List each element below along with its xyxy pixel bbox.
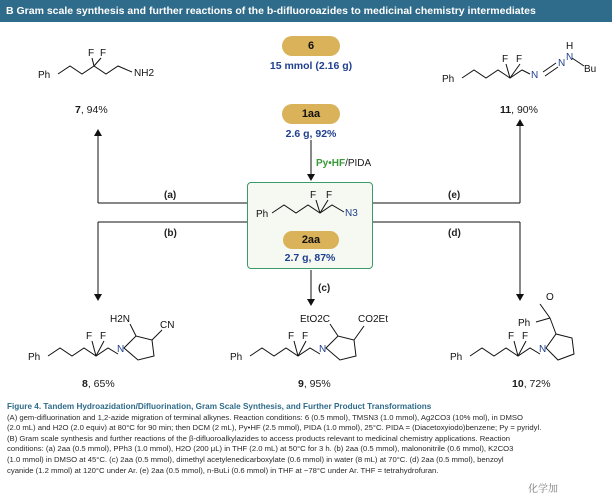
- figure-caption: [7, 402, 607, 476]
- product-9-label: 9, 95%: [298, 378, 331, 390]
- caption-title: Figure 4. Tandem Hydroazidation/Difluorination, Gram Scale Synthesis, and Further Product Transformations: [7, 402, 432, 411]
- p7-f1: F: [88, 48, 95, 59]
- p8-f1: F: [86, 331, 93, 342]
- p9-ph: Ph: [230, 352, 243, 363]
- p10-o: O: [546, 292, 554, 303]
- reagent-6-pill: 6: [282, 36, 340, 56]
- p9-f2: F: [302, 331, 309, 342]
- i2aa-n3: N3: [345, 208, 358, 219]
- product-8-label: 8, 65%: [82, 378, 115, 390]
- caption-line-1: (A) gem-difluorination and 1,2-azide migration of terminal alkynes. Reaction conditions: 6 (0.5 mmol), TMSN3 (1.0 mmol), Ag2CO3 (10% mol), in DMSO: [7, 412, 523, 422]
- i2aa-f1: F: [310, 190, 317, 201]
- p8-f2: F: [100, 331, 107, 342]
- pyhf-reagent: Py•HF: [316, 158, 346, 169]
- reagent-6-amount: 15 mmol (2.16 g): [269, 60, 353, 72]
- tag-b: (b): [164, 228, 177, 239]
- p8-h2n: H2N: [110, 314, 131, 325]
- i2aa-f2: F: [326, 190, 333, 201]
- p10-ring-n: N: [539, 344, 547, 355]
- p11-n2: N: [558, 58, 566, 69]
- p7-f2: F: [100, 48, 107, 59]
- p7-ph: Ph: [38, 70, 51, 81]
- p9-ring-n: N: [319, 344, 327, 355]
- product-11-label: 11, 90%: [500, 104, 538, 116]
- caption-line-4: conditions: (a) 2aa (0.5 mmol), PPh3 (1.0 mmol), H2O (200 μL) in THF (2.0 mL) at 50°C for 3 h. (b) 2aa (0.5 mmol), malononitrile (0.6 mmol), K2CO3: [7, 444, 514, 454]
- p11-h: H: [566, 41, 574, 52]
- caption-line-2: (2.0 mL) and H2O (2.0 equiv) at 80°C for 90 min; then DCM (2 mL), Py•HF (2.5 mmol), PIDA (1.0 mmol), 25°C. PIDA = (Diacetoxyiodo)benzene; Py = pyridyl.: [7, 423, 542, 433]
- product-10-label: 10, 72%: [512, 378, 551, 390]
- product-9-triazole: [326, 336, 356, 360]
- p10-ph2: Ph: [518, 318, 531, 329]
- caption-line-5: (1.0 mmol) in DMSO at 45°C. (c) 2aa (0.5 mmol), dimethyl acetylenedicarboxylate (0.6 mmol) in water (8 mL) at 70°C. (d) 2aa (0.5 mmol), benzoyl: [7, 454, 504, 464]
- tag-d: (d): [448, 228, 461, 239]
- p10-f1: F: [508, 331, 515, 342]
- reagent-1aa-pill: 1aa: [282, 104, 340, 124]
- p8-ph: Ph: [28, 352, 41, 363]
- p8-cn: CN: [160, 320, 175, 331]
- reagent-2aa-pill: 2aa: [283, 231, 339, 249]
- tag-c: (c): [318, 283, 331, 294]
- caption-line-3: (B) Gram scale synthesis and further reactions of the β-difluoroalkylazides to access products relevant to medicinal chemistry applications. Reaction: [7, 433, 511, 443]
- product-8-triazole: [124, 336, 154, 360]
- intermediate-2aa-skeleton: [272, 205, 344, 213]
- tag-a: (a): [164, 190, 177, 201]
- section-banner: B Gram scale synthesis and further reactions of the b-difluoroazides to medicinal chemistry intermediates: [0, 0, 612, 22]
- p11-f2: F: [516, 54, 523, 65]
- caption-line-6: cyanide (1.2 mmol) at 120°C under Ar. (e) 2aa (0.5 mmol), n-BuLi (0.6 mmol) in THF at −78°C under Ar. THF = tetrahydrofuran.: [7, 465, 439, 475]
- product-10-skeleton: [470, 348, 540, 356]
- product-10-tetrazole: [546, 334, 574, 360]
- p9-f1: F: [288, 331, 295, 342]
- p8-ring-n: N: [117, 344, 125, 355]
- pida-reagent: /PIDA: [345, 158, 372, 169]
- product-9-skeleton: [250, 348, 320, 356]
- p11-n3: N: [566, 52, 574, 63]
- product-7-label: 7, 94%: [75, 104, 108, 116]
- p11-ph: Ph: [442, 74, 455, 85]
- product-7-skeleton: [58, 66, 132, 74]
- tag-e: (e): [448, 190, 461, 201]
- p7-nh2: NH2: [134, 68, 155, 79]
- p11-f1: F: [502, 54, 509, 65]
- reagent-1aa-amount: 2.6 g, 92%: [285, 128, 337, 140]
- p10-ph: Ph: [450, 352, 463, 363]
- i2aa-ph: Ph: [256, 209, 269, 220]
- watermark: 化学加: [528, 484, 558, 495]
- product-8-skeleton: [48, 348, 118, 356]
- p11-n1: N: [531, 70, 539, 81]
- p11-bu: Bu: [584, 64, 597, 75]
- p10-f2: F: [522, 331, 529, 342]
- p9-co2et: CO2Et: [358, 314, 389, 325]
- p9-eto2c: EtO2C: [300, 314, 331, 325]
- product-11-skeleton: [462, 70, 530, 78]
- reagent-2aa-amount: 2.7 g, 87%: [284, 252, 336, 264]
